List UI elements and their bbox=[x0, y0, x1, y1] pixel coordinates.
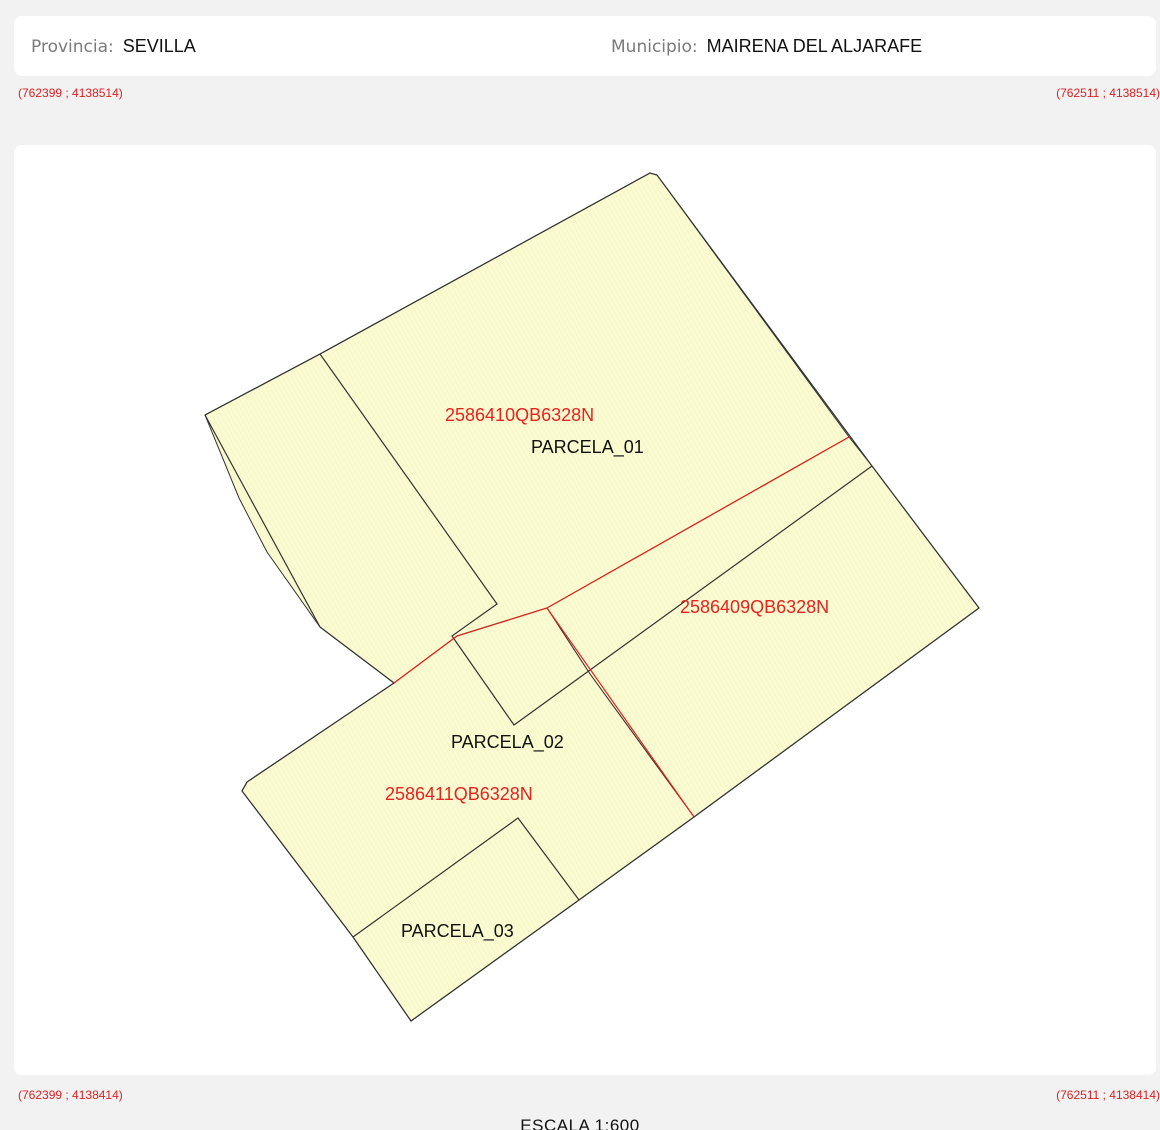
cadastral-ref-label: 2586411QB6328N bbox=[385, 784, 533, 804]
parcel-label: PARCELA_03 bbox=[401, 921, 514, 941]
parcel-map-svg bbox=[14, 145, 1156, 1075]
provincia-field bbox=[31, 36, 196, 57]
coord-top-right: (762511 ; 4138514) bbox=[1056, 86, 1160, 100]
provincia-value: SEVILLA bbox=[122, 36, 196, 56]
provincia-label: Provincia: bbox=[31, 37, 114, 57]
coord-bottom-left: (762399 ; 4138414) bbox=[18, 1088, 123, 1102]
cadastral-ref-label: 2586410QB6328N bbox=[445, 405, 595, 425]
map-canvas[interactable] bbox=[14, 145, 1156, 1075]
municipio-value: MAIRENA DEL ALJARAFE bbox=[706, 36, 923, 56]
parcel-label: PARCELA_01 bbox=[531, 437, 644, 457]
coord-bottom-right: (762511 ; 4138414) bbox=[1056, 1088, 1160, 1102]
scale-label: ESCALA 1:600 bbox=[520, 1116, 640, 1130]
municipio-field bbox=[611, 36, 922, 57]
coord-top-left: (762399 ; 4138514) bbox=[18, 86, 123, 100]
cadastral-ref-label: 2586409QB6328N bbox=[680, 597, 830, 617]
municipio-label: Municipio: bbox=[611, 37, 698, 57]
location-header bbox=[14, 16, 1156, 76]
parcel-label: PARCELA_02 bbox=[451, 732, 564, 752]
